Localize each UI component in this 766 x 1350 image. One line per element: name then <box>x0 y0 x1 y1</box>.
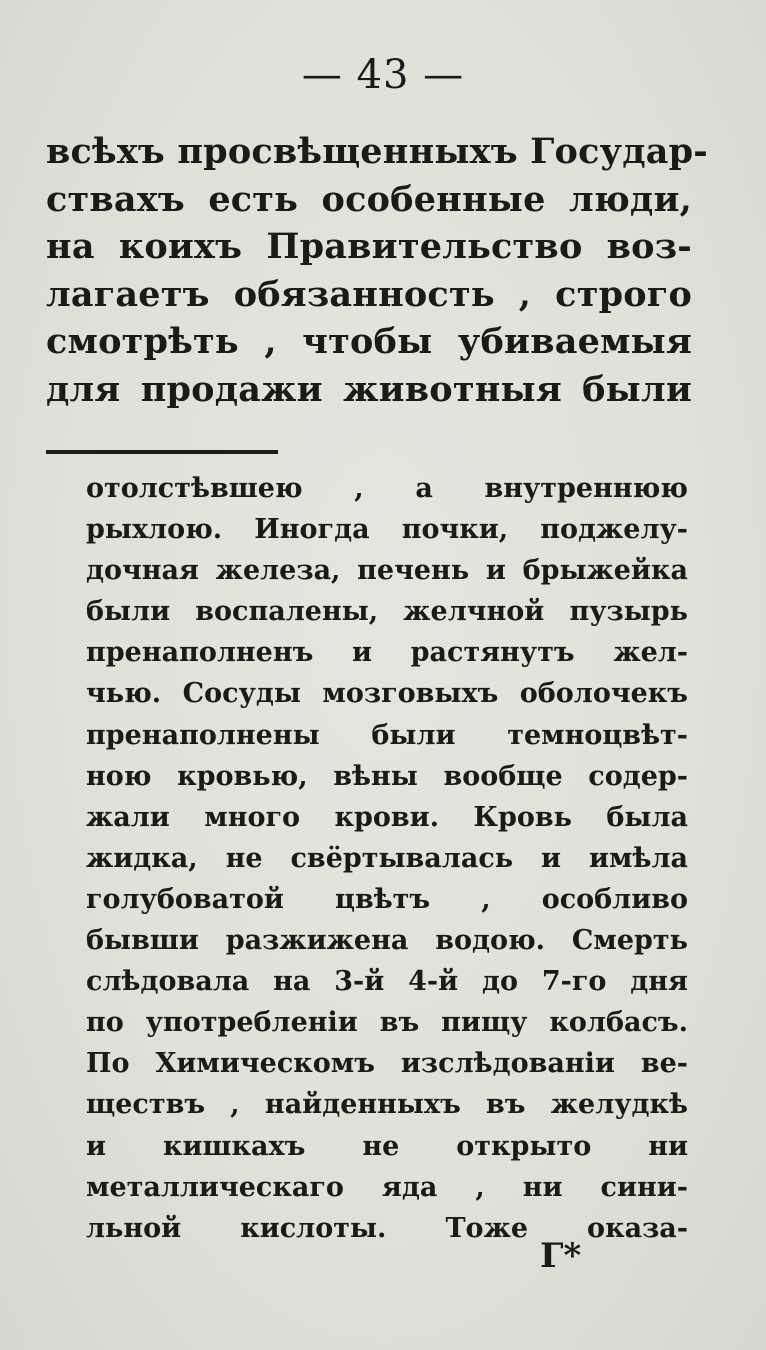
footnote-divider <box>46 450 278 454</box>
footnote-line: ществъ , найденныхъ въ желудкѣ <box>86 1089 688 1121</box>
signature-mark: Г* <box>540 1236 582 1276</box>
main-text-line: для продажи животныя были <box>46 368 692 410</box>
footnote-text-block <box>86 468 688 1249</box>
main-text-line: на коихъ Правительство воз- <box>46 226 692 267</box>
footnote-line: жали много крови. Кровь была <box>86 801 688 833</box>
footnote-line: бывши разжижена водою. Смерть <box>86 925 688 957</box>
footnote-line: чью. Сосуды мозговыхъ оболочекъ <box>86 678 688 710</box>
footnote-line: дочная железа, печень и брыжейка <box>86 555 688 587</box>
footnote-line: пренаполнены были темноцвѣт- <box>86 719 688 751</box>
footnote-line: были воспалены, желчной пузырь <box>86 596 688 628</box>
footnote-line: рыхлою. Иногда почки, поджелу- <box>86 514 688 546</box>
footnote-line: пренаполненъ и растянутъ жел- <box>86 637 688 669</box>
footnote-line: слѣдовала на 3-й 4-й до 7-го дня <box>86 966 688 998</box>
page-number: — 43 — <box>301 52 465 98</box>
footnote-line: голубоватой цвѣтъ , особливо <box>86 883 688 915</box>
main-text-line: лагаетъ обязанность , строго <box>46 273 692 315</box>
main-text-line: ствахъ есть особенные люди, <box>46 178 692 220</box>
main-text-line: всѣхъ просвѣщенныхъ Государ- <box>46 131 709 172</box>
main-text-block <box>46 128 709 413</box>
footnote-line: жидка, не свёртывалась и имѣла <box>86 842 688 874</box>
footnote-line: отолстѣвшею , а внутреннюю <box>86 473 688 504</box>
footnote-line: по употребленіи въ пищу колбасъ. <box>86 1007 688 1039</box>
main-text-line: смотрѣть , чтобы убиваемыя <box>46 321 692 362</box>
footnote-line: ною кровью, вѣны вообще содер- <box>86 760 688 792</box>
footnote-line: металлическаго яда , ни сини- <box>86 1171 688 1203</box>
footnote-line: льной кислоты. Тоже оказа- <box>86 1212 688 1244</box>
footnote-line: По Химическомъ изслѣдованіи ве- <box>86 1048 688 1080</box>
footnote-line: и кишкахъ не открыто ни <box>86 1130 688 1162</box>
